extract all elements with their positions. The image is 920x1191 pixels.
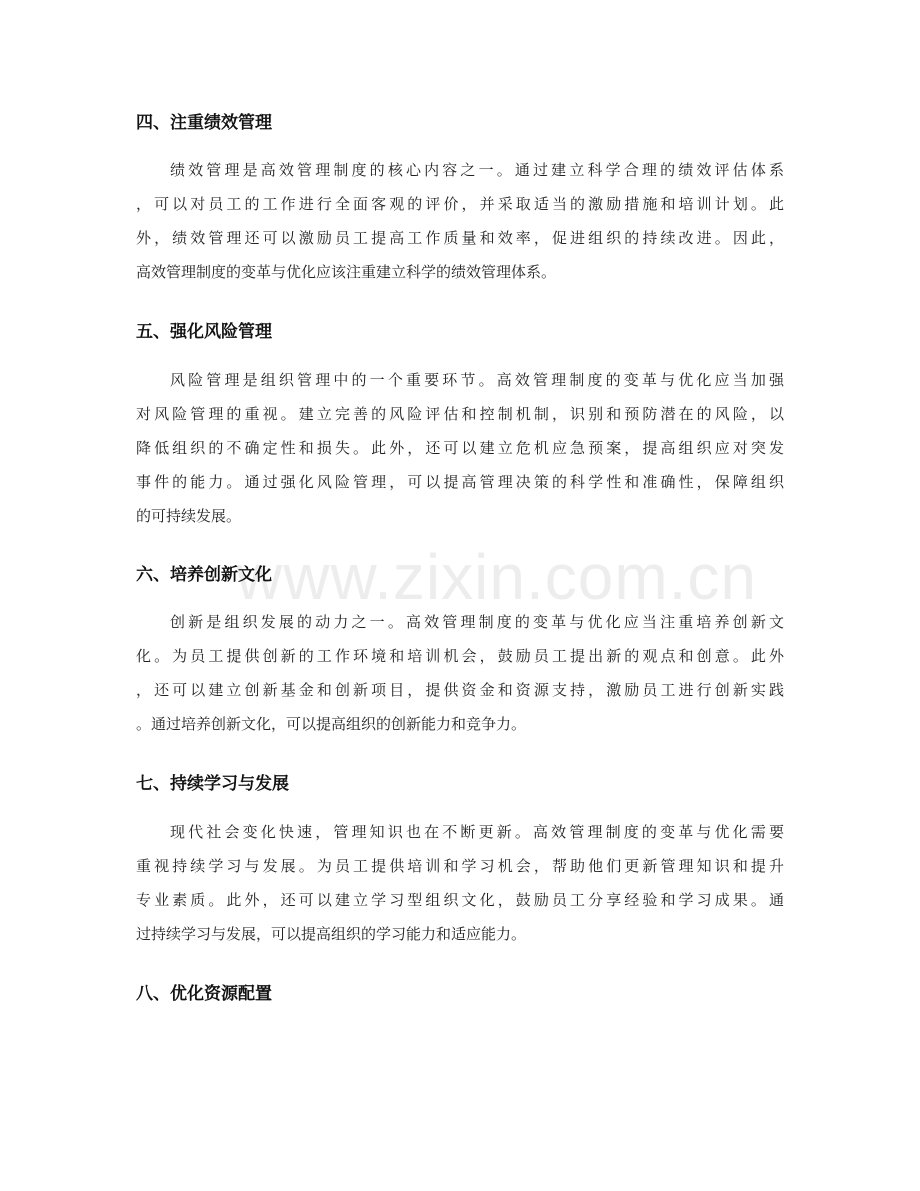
paragraph-line: 过持续学习与发展，可以提高组织的学习能力和适应能力。 xyxy=(136,925,527,943)
paragraph-line: 现代社会变化快速，管理知识也在不断更新。高效管理制度的变革与优化需要 xyxy=(170,823,784,841)
paragraph-line: 高效管理制度的变革与优化应该注重建立科学的绩效管理体系。 xyxy=(136,263,557,281)
section-heading-5: 五、强化风险管理 xyxy=(136,322,272,342)
paragraph-line: 降低组织的不确定性和损失。此外，还可以建立危机应急预案，提高组织应对突发 xyxy=(136,439,784,457)
paragraph-line: 外，绩效管理还可以激励员工提高工作质量和效率，促进组织的持续改进。因此， xyxy=(136,229,784,247)
paragraph-line: 创新是组织发展的动力之一。高效管理制度的变革与优化应当注重培养创新文 xyxy=(170,613,784,631)
paragraph-line: ，还可以建立创新基金和创新项目，提供资金和资源支持，激励员工进行创新实践 xyxy=(136,681,784,699)
paragraph-line: 的可持续发展。 xyxy=(136,507,242,525)
section-heading-8: 八、优化资源配置 xyxy=(136,984,272,1004)
section-heading-4: 四、注重绩效管理 xyxy=(136,113,272,133)
paragraph-line: 风险管理是组织管理中的一个重要环节。高效管理制度的变革与优化应当加强 xyxy=(170,371,784,389)
section-heading-6: 六、培养创新文化 xyxy=(136,565,272,585)
paragraph-line: 重视持续学习与发展。为员工提供培训和学习机会，帮助他们更新管理知识和提升 xyxy=(136,857,784,875)
section-paragraph-4 xyxy=(136,153,784,289)
section-paragraph-5 xyxy=(136,363,784,533)
paragraph-line: 对风险管理的重视。建立完善的风险评估和控制机制，识别和预防潜在的风险，以 xyxy=(136,405,784,423)
paragraph-line: 事件的能力。通过强化风险管理，可以提高管理决策的科学性和准确性，保障组织 xyxy=(136,473,784,491)
section-paragraph-6 xyxy=(136,605,784,741)
section-paragraph-7 xyxy=(136,815,784,951)
paragraph-line: ，可以对员工的工作进行全面客观的评价，并采取适当的激励措施和培训计划。此 xyxy=(136,195,784,213)
paragraph-line: 化。为员工提供创新的工作环境和培训机会，鼓励员工提出新的观点和创意。此外 xyxy=(136,647,784,665)
paragraph-line: 。通过培养创新文化，可以提高组织的创新能力和竞争力。 xyxy=(136,715,527,733)
paragraph-line: 绩效管理是高效管理制度的核心内容之一。通过建立科学合理的绩效评估体系 xyxy=(170,161,784,179)
section-heading-7: 七、持续学习与发展 xyxy=(136,774,289,794)
watermark: www.zixin.com.cn xyxy=(236,541,757,613)
paragraph-line: 专业素质。此外，还可以建立学习型组织文化，鼓励员工分享经验和学习成果。通 xyxy=(136,891,784,909)
